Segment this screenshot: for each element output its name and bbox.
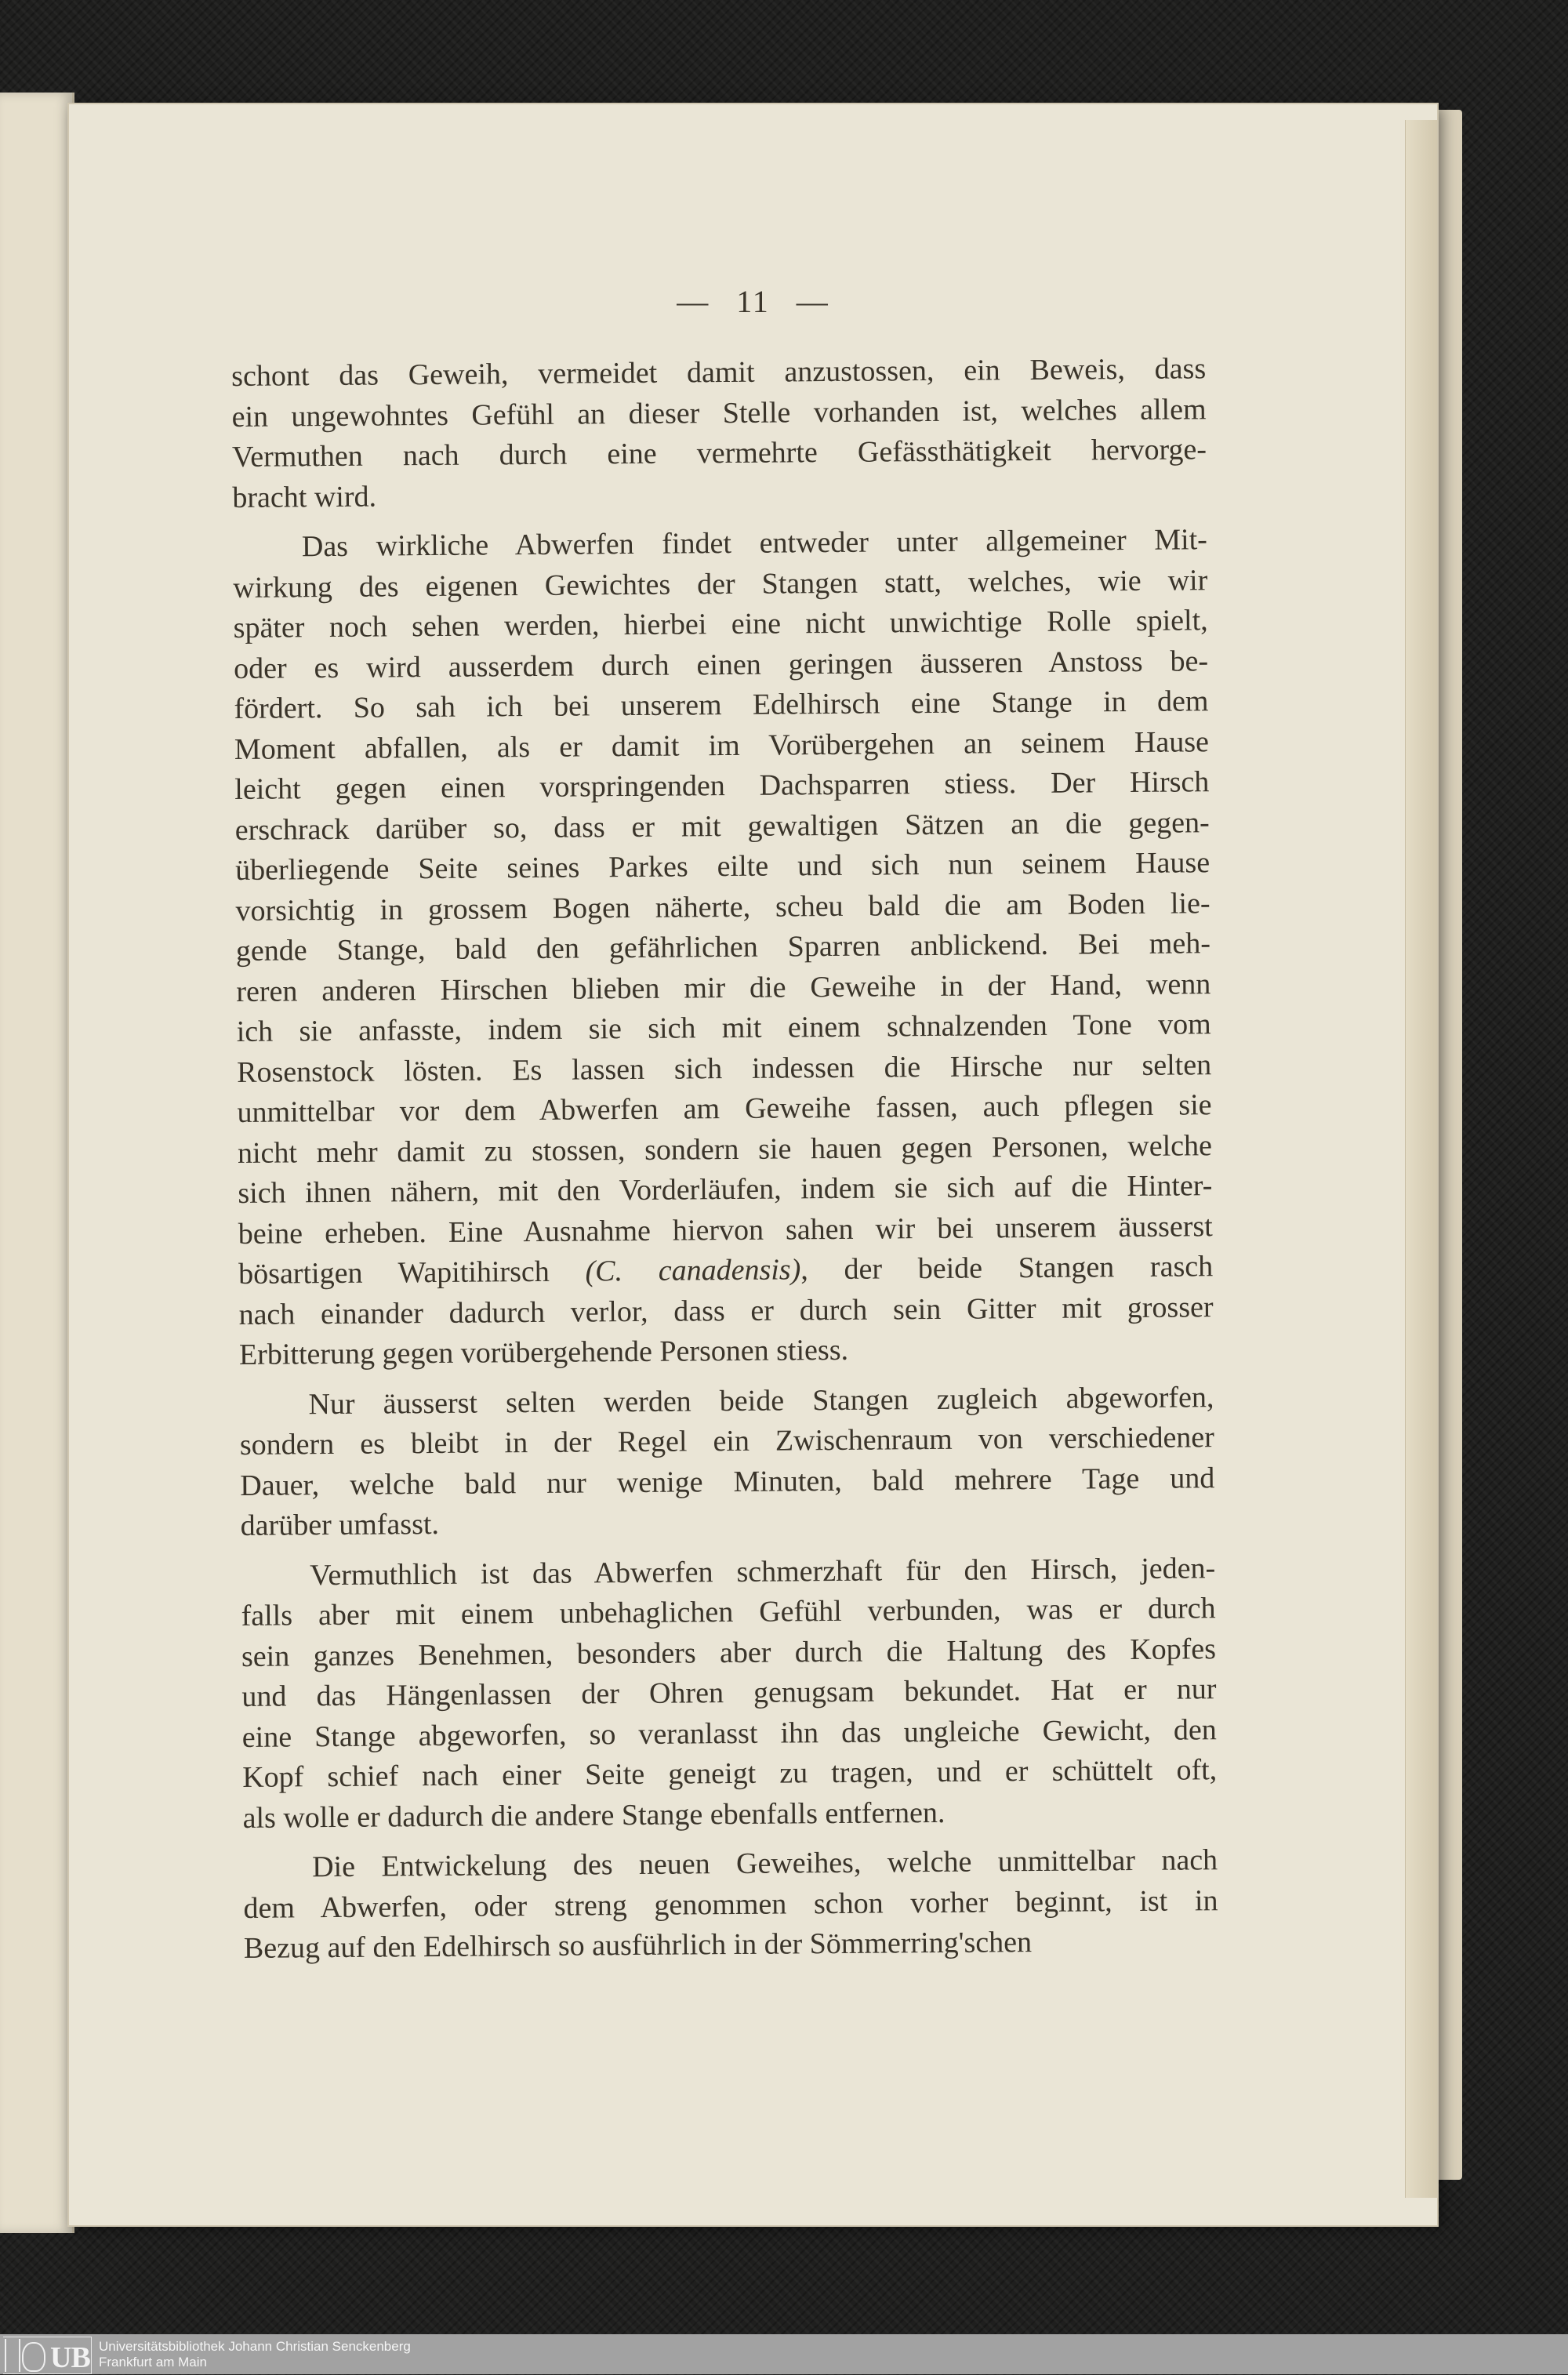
text-line: [241, 1498, 1215, 1546]
text-line: [239, 1327, 1214, 1375]
text-line-content: reren anderen Hirschen blieben mir die Geweihe in der Hand, wenn: [236, 967, 1211, 1008]
text-line: [238, 1247, 1213, 1295]
text-line: [231, 349, 1206, 397]
text-line-content: oder es wird ausserdem durch einen geringen äusseren Anstoss be-: [233, 644, 1209, 685]
text-line-content: ich sie anfasste, indem sie sich mit einem schnalzenden Tone vom: [236, 1008, 1211, 1048]
text-line-content: Rosenstock lösten. Es lassen sich indessen die Hirsche nur selten: [237, 1048, 1212, 1089]
text-line-content: als wolle er dadurch die andere Stange ebenfalls entfernen.: [242, 1796, 946, 1835]
text-line: [232, 430, 1207, 478]
library-name-line2: Frankfurt am Main: [99, 2355, 207, 2370]
text-line: [236, 924, 1210, 971]
text-line-content: gende Stange, bald den gefährlichen Sparren anblickend. Bei meh-: [235, 927, 1211, 968]
text-line: [235, 843, 1210, 891]
text-line-content: Vermuthlich ist das Abwerfen schmerzhaft für den Hirsch, jeden-: [310, 1551, 1216, 1592]
page-edge: [1405, 120, 1437, 2198]
text-line-content: bracht wird.: [232, 480, 377, 514]
text-line-content: schont das Geweih, vermeidet damit anzustossen, ein Beweis, dass: [231, 352, 1207, 393]
text-line: [240, 1418, 1214, 1465]
text-line-content: überliegende Seite seines Parkes eilte und sich nun seinem Hause: [234, 846, 1210, 887]
text-line-content: beine erheben. Eine Ausnahme hiervon sahen wir bei unserem äusserst: [238, 1209, 1213, 1251]
library-footer: [0, 2334, 1568, 2374]
text-line: [241, 1589, 1215, 1636]
text-line: [238, 1287, 1213, 1335]
text-line-content: sondern es bleibt in der Regel ein Zwischenraum von verschiedener: [239, 1421, 1215, 1462]
paragraph: [233, 520, 1214, 1375]
text-line: [242, 1750, 1217, 1798]
text-line-content: leicht gegen einen vorspringenden Dachsparren stiess. Der Hirsch: [234, 765, 1210, 806]
text-line: [234, 601, 1208, 648]
text-line: [233, 520, 1207, 568]
text-line-content: Vermuthen nach durch eine vermehrte Gefässthätigkeit hervorge-: [231, 433, 1207, 474]
text-line-content: Kopf schief nach einer Seite geneigt zu tragen, und er schüttelt oft,: [242, 1753, 1218, 1794]
page-number: — 11 —: [677, 284, 829, 319]
text-line-content: darüber umfasst.: [240, 1507, 440, 1542]
text-line: [234, 762, 1209, 810]
text-line-content: Dauer, welche bald nur wenige Minuten, bald mehrere Tage und: [240, 1461, 1215, 1502]
text-line: [238, 1166, 1212, 1214]
text-line: [241, 1669, 1216, 1717]
text-line: [237, 1085, 1211, 1133]
text-line-content: nach einander dadurch verlor, dass er durch sein Gitter mit grosser: [238, 1290, 1214, 1331]
text-line-content: unmittelbar vor dem Abwerfen am Geweihe fassen, auch pflegen sie: [237, 1088, 1212, 1129]
text-line-content: später noch sehen werden, hierbei eine nicht unwichtige Rolle spielt,: [233, 604, 1208, 645]
text-line: [244, 1921, 1218, 1969]
species-name: (C. canadensis): [585, 1253, 801, 1288]
text-line-content: sich ihnen nähern, mit den Vorderläufen, indem sie sich auf die Hinter-: [238, 1169, 1213, 1210]
text-line: [240, 1458, 1214, 1506]
portrait-icon: [22, 2342, 45, 2372]
library-name: [99, 2339, 411, 2370]
paragraph: [231, 349, 1207, 518]
text-line-content: Moment abfallen, als er damit im Vorübergehen an seinem Hause: [234, 724, 1210, 766]
body-text: [231, 349, 1218, 1969]
text-line-content: Erbitterung gegen vorübergehende Personen stiess.: [238, 1333, 849, 1371]
paragraph: [241, 1549, 1218, 1839]
ub-logo: [3, 2337, 92, 2374]
text-line-content: falls aber mit einem unbehaglichen Gefühl verbunden, was er durch: [241, 1592, 1216, 1632]
text-line: [243, 1881, 1218, 1929]
text-line-content: und das Hängenlassen der Ohren genugsam bekundet. Hat er nur: [241, 1672, 1217, 1713]
text-line-content: nicht mehr damit zu stossen, sondern sie hauen gegen Personen, welche: [237, 1128, 1213, 1170]
text-line: [243, 1840, 1218, 1888]
text-line-content: sein ganzes Benehmen, besonders aber durch die Haltung des Kopfes: [241, 1632, 1217, 1673]
text-line-content: eine Stange abgeworfen, so veranlasst ihn das ungleiche Gewicht, den: [241, 1712, 1217, 1754]
text-line-content: erschrack darüber so, dass er mit gewaltigen Sätzen an die gegen-: [234, 805, 1210, 847]
book-lines-icon: [5, 2339, 20, 2372]
text-line-content: wirkung des eigenen Gewichtes der Stangen statt, welches, wie wir: [233, 563, 1208, 605]
text-line-content: fördert. So sah ich bei unserem Edelhirsch eine Stange in dem: [234, 685, 1209, 725]
text-line: [232, 470, 1207, 518]
left-facing-page: [0, 93, 74, 2233]
text-line-content: dem Abwerfen, oder streng genommen schon vorher beginnt, ist in: [243, 1883, 1218, 1925]
paragraph: [239, 1378, 1215, 1547]
library-name-line1: Universitätsbibliothek Johann Christian Senckenberg: [99, 2339, 411, 2354]
text-line-content: ein ungewohntes Gefühl an dieser Stelle vorhanden ist, welches allem: [231, 392, 1207, 434]
book-page: [69, 104, 1437, 2225]
text-line-content: vorsichtig in grossem Bogen näherte, scheu bald die am Boden lie-: [235, 886, 1210, 928]
text-line-content: Die Entwickelung des neuen Geweihes, welche unmittelbar nach: [311, 1843, 1218, 1884]
text-line-content: Das wirkliche Abwerfen findet entweder unter allgemeiner Mit-: [301, 523, 1208, 564]
paragraph: [243, 1840, 1218, 1969]
text-line: [237, 1004, 1211, 1052]
ub-logo-letters: UB: [50, 2341, 90, 2374]
text-line: [242, 1791, 1217, 1839]
text-line-content: bösartigen Wapitihirsch (C. canadensis), der beide Stangen rasch: [238, 1250, 1214, 1291]
text-line-content: Nur äusserst selten werden beide Stangen zugleich abgeworfen,: [308, 1380, 1214, 1421]
text-line: [234, 681, 1208, 729]
text-line-content: Bezug auf den Edelhirsch so ausführlich in der Sömmerring'schen: [243, 1926, 1033, 1965]
